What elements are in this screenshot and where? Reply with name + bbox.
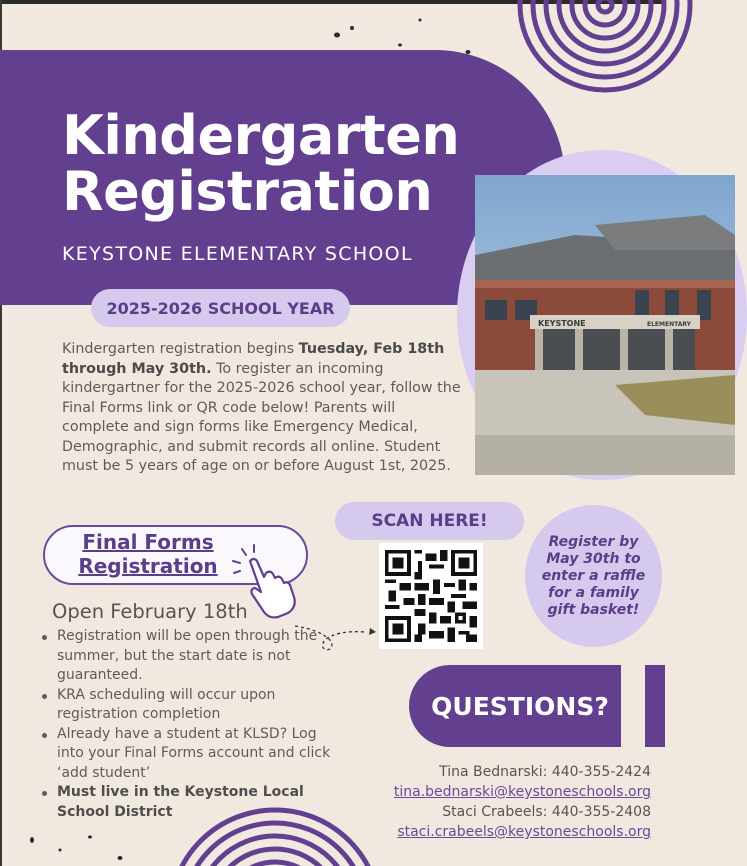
school-building-photo — [475, 175, 735, 470]
final-forms-line-1: Final Forms — [82, 530, 214, 554]
questions-banner-tab — [645, 665, 665, 747]
questions-banner: QUESTIONS? — [409, 665, 621, 747]
contact-phone-2: Staci Crabeels: 440-355-2408 — [442, 804, 651, 820]
list-item: Registration will be open through the summer, but the start date is not guaranteed. — [38, 627, 338, 686]
intro-text-start: Kindergarten registration begins — [62, 341, 299, 357]
qr-code-icon — [385, 549, 477, 643]
title-line-2: Registration — [62, 160, 433, 223]
registration-details-list — [38, 627, 338, 822]
contact-email-1[interactable]: tina.bednarski@keystoneschools.org — [393, 784, 651, 800]
list-item: Must live in the Keystone Local School District — [38, 783, 338, 822]
scan-here-pill: SCAN HERE! — [335, 502, 524, 540]
building-sign-right: ELEMENTARY — [647, 321, 692, 328]
intro-dates: Tuesday, Feb 18th through May 30th. — [62, 341, 445, 377]
concentric-rings-top-decoration — [515, 0, 685, 105]
contact-phone-1: Tina Bednarski: 440-355-2424 — [439, 764, 651, 780]
contact-email-2[interactable]: staci.crabeels@keystoneschools.org — [397, 824, 651, 840]
ink-speckles-bottom — [20, 820, 160, 866]
final-forms-line-2: Registration — [78, 554, 218, 578]
qr-code[interactable] — [379, 543, 483, 649]
final-forms-registration-link[interactable] — [58, 530, 238, 578]
list-item: Already have a student at KLSD? Log into your Final Forms account and click ‘add student’ — [38, 725, 338, 784]
school-year-pill: 2025-2026 SCHOOL YEAR — [91, 289, 350, 327]
raffle-badge: Register by May 30th to enter a raffle for a family gift basket! — [525, 505, 662, 647]
open-date-heading: Open February 18th — [52, 600, 248, 623]
concentric-rings-bottom-decoration — [165, 805, 385, 866]
title-line-1: Kindergarten — [62, 104, 460, 167]
building-sign-left: KEYSTONE — [538, 319, 586, 328]
intro-text-rest: To register an incoming kindergartner for the 2025-2026 school year, follow the Final Forms link or QR code below! Parents will complete and sign forms like Emergency Medical, Demographic, and submit records all online. Student must be 5 years of age on or before August 1st, 2025. — [62, 360, 461, 474]
intro-paragraph — [62, 340, 462, 477]
list-item: KRA scheduling will occur upon registration completion — [38, 686, 338, 725]
school-building-illustration — [475, 175, 735, 470]
page-title — [62, 104, 522, 223]
school-name: KEYSTONE ELEMENTARY SCHOOL — [62, 243, 413, 265]
